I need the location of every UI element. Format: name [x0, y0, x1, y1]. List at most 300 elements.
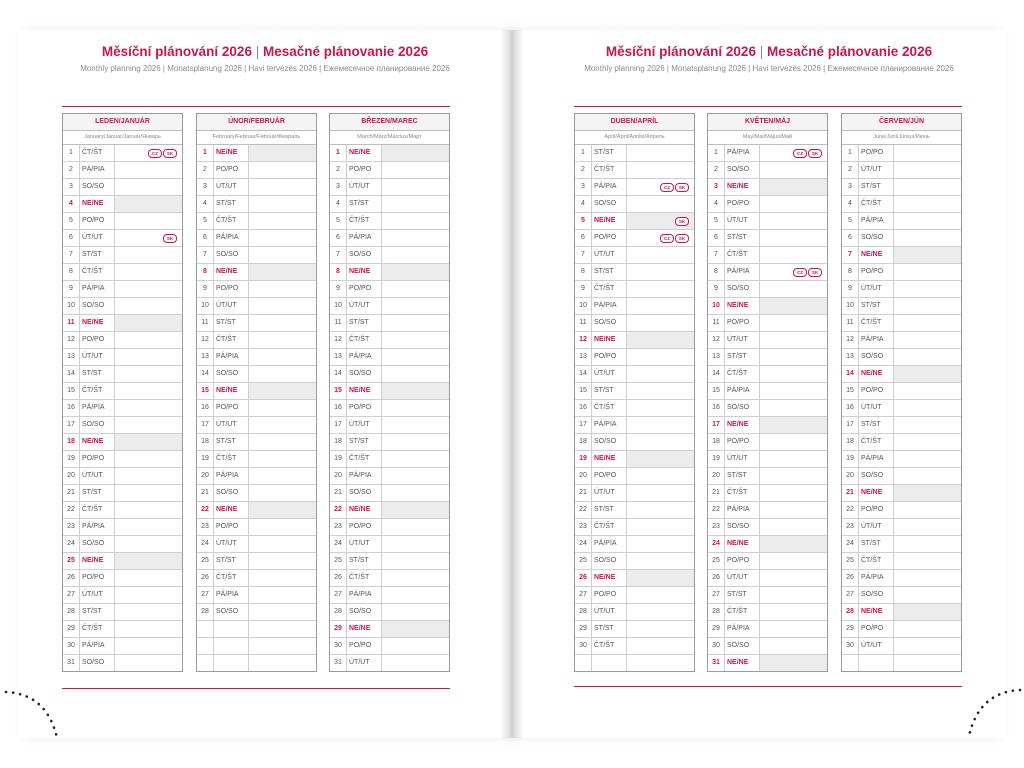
note-cell[interactable]	[248, 247, 316, 263]
note-cell[interactable]	[381, 451, 449, 467]
note-cell[interactable]	[626, 587, 694, 603]
day-number: 6	[330, 230, 347, 246]
note-cell[interactable]	[248, 502, 316, 518]
note-cell[interactable]	[626, 349, 694, 365]
month-name: BŘEZEN/MAREC	[330, 114, 449, 131]
month-table-march	[329, 113, 450, 672]
note-cell[interactable]	[114, 366, 182, 382]
note-cell[interactable]	[759, 315, 827, 331]
note-cell[interactable]	[759, 519, 827, 535]
note-cell[interactable]	[893, 332, 961, 348]
note-cell[interactable]	[248, 468, 316, 484]
note-cell[interactable]	[626, 519, 694, 535]
weekday-label: ČT/ŠT	[216, 455, 237, 462]
note-cell[interactable]	[626, 315, 694, 331]
note-cell[interactable]	[114, 536, 182, 552]
note-cell[interactable]	[759, 247, 827, 263]
note-cell[interactable]	[626, 196, 694, 212]
day-row-sunday	[330, 264, 449, 281]
weekday-label: PÁ/PIA	[82, 642, 105, 649]
note-cell[interactable]	[248, 145, 316, 161]
note-cell[interactable]	[626, 247, 694, 263]
note-cell[interactable]	[893, 417, 961, 433]
day-row	[197, 451, 316, 468]
day-row	[708, 519, 827, 536]
note-cell[interactable]	[381, 502, 449, 518]
day-row	[63, 349, 182, 366]
weekday-label: ÚT/UT	[216, 421, 237, 428]
note-cell[interactable]	[114, 621, 182, 637]
note-cell[interactable]	[893, 162, 961, 178]
note-cell[interactable]	[759, 434, 827, 450]
day-row-sunday	[330, 383, 449, 400]
note-cell[interactable]	[893, 502, 961, 518]
weekday-label: PÁ/PIA	[349, 353, 372, 360]
note-cell[interactable]	[759, 213, 827, 229]
note-cell[interactable]	[759, 281, 827, 297]
note-cell[interactable]	[626, 145, 694, 161]
note-cell[interactable]	[381, 281, 449, 297]
note-cell[interactable]	[248, 162, 316, 178]
note-cell[interactable]	[381, 655, 449, 671]
day-number: 21	[63, 485, 80, 501]
day-number: 6	[708, 230, 725, 246]
day-number: 26	[197, 570, 214, 586]
note-cell[interactable]	[626, 264, 694, 280]
note-cell[interactable]	[893, 366, 961, 382]
note-cell[interactable]	[626, 400, 694, 416]
weekday-label: SO/SO	[727, 404, 750, 411]
note-cell[interactable]	[759, 485, 827, 501]
note-cell[interactable]	[759, 502, 827, 518]
day-number: 4	[708, 196, 725, 212]
holiday-cz-badge: CZ	[793, 149, 807, 158]
day-number: 21	[330, 485, 347, 501]
weekday-label: SO/SO	[861, 353, 884, 360]
weekday-label: PO/PO	[349, 642, 372, 649]
day-number: 25	[197, 553, 214, 569]
note-cell[interactable]	[114, 281, 182, 297]
note-cell[interactable]	[759, 230, 827, 246]
note-cell[interactable]	[759, 468, 827, 484]
note-cell[interactable]	[381, 519, 449, 535]
day-row	[575, 400, 694, 417]
month-name: KVĚTEN/MÁJ	[708, 114, 827, 131]
day-row-sunday	[197, 145, 316, 162]
weekday-label: PÁ/PIA	[727, 268, 750, 275]
day-number: 10	[330, 298, 347, 314]
day-number: 8	[842, 264, 859, 280]
weekday-label: PÁ/PIA	[727, 506, 750, 513]
weekday-label: PO/PO	[594, 472, 617, 479]
note-cell[interactable]	[248, 655, 316, 671]
day-number: 13	[197, 349, 214, 365]
note-cell[interactable]	[893, 145, 961, 161]
weekday-label: ČT/ŠT	[861, 200, 882, 207]
note-cell[interactable]	[381, 400, 449, 416]
note-cell[interactable]	[248, 400, 316, 416]
note-cell[interactable]	[759, 621, 827, 637]
note-cell[interactable]	[893, 264, 961, 280]
note-cell[interactable]	[248, 366, 316, 382]
weekday-label: ÚT/UT	[349, 302, 370, 309]
weekday-label: ÚT/UT	[727, 217, 748, 224]
note-cell[interactable]	[114, 451, 182, 467]
note-cell[interactable]	[381, 383, 449, 399]
weekday-label: ČT/ŠT	[594, 642, 615, 649]
note-cell[interactable]	[626, 366, 694, 382]
note-cell[interactable]	[381, 230, 449, 246]
weekday-label: SO/SO	[82, 540, 105, 547]
day-number: 25	[63, 553, 80, 569]
note-cell[interactable]	[893, 230, 961, 246]
note-cell[interactable]	[248, 383, 316, 399]
note-cell[interactable]	[248, 332, 316, 348]
note-cell[interactable]	[626, 570, 694, 586]
note-cell[interactable]	[381, 604, 449, 620]
note-cell[interactable]	[759, 587, 827, 603]
note-cell[interactable]	[626, 536, 694, 552]
note-cell[interactable]	[626, 162, 694, 178]
day-row	[708, 400, 827, 417]
note-cell[interactable]	[381, 553, 449, 569]
day-row	[63, 570, 182, 587]
note-cell[interactable]	[114, 213, 182, 229]
note-cell[interactable]	[893, 247, 961, 263]
note-cell[interactable]	[759, 366, 827, 382]
day-number: 18	[842, 434, 859, 450]
note-cell[interactable]	[893, 400, 961, 416]
weekday-label: SO/SO	[82, 421, 105, 428]
note-cell[interactable]	[114, 553, 182, 569]
note-cell[interactable]	[893, 196, 961, 212]
note-cell[interactable]	[248, 349, 316, 365]
note-cell[interactable]	[893, 179, 961, 195]
day-number: 11	[708, 315, 725, 331]
note-cell[interactable]	[759, 383, 827, 399]
note-cell[interactable]	[248, 417, 316, 433]
day-row	[63, 366, 182, 383]
note-cell[interactable]	[381, 349, 449, 365]
note-cell[interactable]	[759, 179, 827, 195]
note-cell[interactable]	[114, 502, 182, 518]
weekday-label: SO/SO	[727, 642, 750, 649]
note-cell[interactable]	[893, 553, 961, 569]
day-row	[197, 536, 316, 553]
weekday-label: ST/ST	[594, 387, 614, 394]
day-row	[708, 332, 827, 349]
note-cell[interactable]	[893, 519, 961, 535]
note-cell[interactable]	[248, 196, 316, 212]
day-row	[842, 434, 961, 451]
month-translations: April/April/Április/Апрель	[575, 131, 694, 145]
note-cell[interactable]	[381, 638, 449, 654]
weekday-label: ÚT/UT	[349, 659, 370, 666]
note-cell[interactable]	[759, 332, 827, 348]
note-cell[interactable]	[626, 468, 694, 484]
day-number: 8	[197, 264, 214, 280]
note-cell[interactable]	[626, 434, 694, 450]
note-cell[interactable]	[381, 621, 449, 637]
weekday-label: SO/SO	[861, 591, 884, 598]
note-cell[interactable]	[893, 349, 961, 365]
day-row-sunday	[330, 145, 449, 162]
note-cell[interactable]	[893, 655, 961, 671]
note-cell[interactable]	[893, 604, 961, 620]
day-number: 7	[197, 247, 214, 263]
day-number: 31	[63, 655, 80, 671]
weekday-label: ÚT/UT	[349, 183, 370, 190]
weekday-label: PO/PO	[82, 455, 105, 462]
day-row	[63, 536, 182, 553]
note-cell[interactable]	[248, 638, 316, 654]
note-cell[interactable]	[759, 553, 827, 569]
note-cell[interactable]	[248, 315, 316, 331]
note-cell[interactable]	[626, 485, 694, 501]
note-cell[interactable]	[381, 332, 449, 348]
note-cell[interactable]	[626, 383, 694, 399]
note-cell[interactable]	[114, 264, 182, 280]
note-cell[interactable]	[893, 638, 961, 654]
weekday-label: PO/PO	[216, 285, 239, 292]
note-cell[interactable]	[381, 468, 449, 484]
note-cell[interactable]	[381, 298, 449, 314]
note-cell[interactable]	[759, 655, 827, 671]
note-cell[interactable]	[893, 383, 961, 399]
day-number: 12	[708, 332, 725, 348]
note-cell[interactable]	[381, 366, 449, 382]
note-cell[interactable]	[381, 196, 449, 212]
day-row	[842, 587, 961, 604]
day-number: 17	[708, 417, 725, 433]
day-row	[575, 196, 694, 213]
note-cell[interactable]	[893, 213, 961, 229]
note-cell[interactable]	[893, 621, 961, 637]
note-cell[interactable]	[893, 281, 961, 297]
note-cell[interactable]	[114, 638, 182, 654]
note-cell[interactable]	[114, 400, 182, 416]
day-row	[330, 638, 449, 655]
note-cell[interactable]	[381, 417, 449, 433]
note-cell[interactable]	[893, 434, 961, 450]
weekday-label: ST/ST	[727, 591, 747, 598]
day-number: 23	[575, 519, 592, 535]
note-cell[interactable]	[248, 553, 316, 569]
note-cell[interactable]	[759, 451, 827, 467]
note-cell[interactable]	[759, 638, 827, 654]
day-number: 7	[63, 247, 80, 263]
note-cell[interactable]	[248, 587, 316, 603]
note-cell[interactable]	[626, 638, 694, 654]
day-row	[708, 638, 827, 655]
note-cell[interactable]	[114, 332, 182, 348]
weekday-label: NE/NE	[82, 319, 104, 326]
note-cell[interactable]	[114, 604, 182, 620]
note-cell[interactable]	[114, 468, 182, 484]
note-cell[interactable]	[114, 655, 182, 671]
weekday-label: PO/PO	[861, 387, 884, 394]
day-row	[63, 179, 182, 196]
note-cell[interactable]	[626, 298, 694, 314]
weekday-label: SO/SO	[594, 200, 617, 207]
note-cell[interactable]	[381, 315, 449, 331]
note-cell[interactable]	[248, 298, 316, 314]
day-number: 30	[708, 638, 725, 654]
day-row	[842, 264, 961, 281]
day-row	[708, 145, 827, 162]
day-row	[330, 298, 449, 315]
note-cell[interactable]	[893, 587, 961, 603]
note-cell[interactable]	[114, 519, 182, 535]
note-cell[interactable]	[114, 196, 182, 212]
note-cell[interactable]	[759, 604, 827, 620]
note-cell[interactable]	[759, 536, 827, 552]
day-number: 25	[708, 553, 725, 569]
note-cell[interactable]	[248, 621, 316, 637]
note-cell[interactable]	[893, 570, 961, 586]
note-cell[interactable]	[626, 417, 694, 433]
day-number: 14	[63, 366, 80, 382]
note-cell[interactable]	[248, 451, 316, 467]
weekday-label: SO/SO	[861, 234, 884, 241]
note-cell[interactable]	[114, 434, 182, 450]
note-cell[interactable]	[381, 264, 449, 280]
note-cell[interactable]	[893, 315, 961, 331]
day-row	[708, 485, 827, 502]
day-row-sunday	[197, 502, 316, 519]
note-cell[interactable]	[114, 298, 182, 314]
note-cell[interactable]	[626, 502, 694, 518]
weekday-label: PO/PO	[349, 404, 372, 411]
weekday-label: PÁ/PIA	[349, 591, 372, 598]
note-cell[interactable]	[626, 621, 694, 637]
weekday-label: ST/ST	[216, 200, 236, 207]
note-cell[interactable]	[893, 451, 961, 467]
day-row	[708, 587, 827, 604]
note-cell[interactable]	[381, 536, 449, 552]
note-cell[interactable]	[759, 162, 827, 178]
note-cell[interactable]	[893, 536, 961, 552]
note-cell[interactable]	[381, 247, 449, 263]
day-number: 19	[330, 451, 347, 467]
note-cell[interactable]	[759, 417, 827, 433]
day-number: 17	[330, 417, 347, 433]
day-number: 6	[842, 230, 859, 246]
note-cell[interactable]	[248, 264, 316, 280]
note-cell[interactable]	[759, 349, 827, 365]
note-cell[interactable]	[114, 587, 182, 603]
note-cell[interactable]	[759, 400, 827, 416]
day-row-sunday	[842, 604, 961, 621]
note-cell[interactable]	[114, 247, 182, 263]
month-translations: January/Januar/Január/Январь	[63, 131, 182, 145]
note-cell[interactable]	[114, 179, 182, 195]
note-cell[interactable]	[626, 655, 694, 671]
weekday-label: ST/ST	[861, 540, 881, 547]
day-row-sunday	[708, 536, 827, 553]
note-cell[interactable]	[248, 604, 316, 620]
day-number: 19	[708, 451, 725, 467]
note-cell[interactable]	[248, 485, 316, 501]
weekday-label: ČT/ŠT	[727, 489, 748, 496]
note-cell[interactable]	[248, 281, 316, 297]
note-cell[interactable]	[759, 570, 827, 586]
note-cell[interactable]	[893, 298, 961, 314]
note-cell[interactable]	[626, 451, 694, 467]
weekday-label: ÚT/UT	[594, 608, 615, 615]
note-cell[interactable]	[114, 349, 182, 365]
day-number: 9	[842, 281, 859, 297]
day-row	[330, 655, 449, 671]
note-cell[interactable]	[114, 162, 182, 178]
note-cell[interactable]	[381, 587, 449, 603]
note-cell[interactable]	[381, 434, 449, 450]
day-row	[330, 162, 449, 179]
note-cell[interactable]	[759, 196, 827, 212]
day-number: 9	[330, 281, 347, 297]
note-cell[interactable]	[626, 281, 694, 297]
day-number: 7	[575, 247, 592, 263]
note-cell[interactable]	[114, 570, 182, 586]
day-row	[197, 638, 316, 655]
day-row	[708, 213, 827, 230]
day-number: 16	[63, 400, 80, 416]
note-cell[interactable]	[626, 332, 694, 348]
day-number: 10	[197, 298, 214, 314]
note-cell[interactable]	[626, 553, 694, 569]
note-cell[interactable]	[381, 179, 449, 195]
note-cell[interactable]	[381, 485, 449, 501]
note-cell[interactable]	[248, 570, 316, 586]
note-cell[interactable]	[114, 417, 182, 433]
day-number: 2	[708, 162, 725, 178]
note-cell[interactable]	[248, 230, 316, 246]
day-number: 15	[63, 383, 80, 399]
day-row	[197, 570, 316, 587]
note-cell[interactable]	[759, 298, 827, 314]
day-number: 15	[575, 383, 592, 399]
note-cell[interactable]	[381, 145, 449, 161]
day-number: 2	[63, 162, 80, 178]
day-number	[197, 638, 214, 654]
weekday-label: ÚT/UT	[82, 353, 103, 360]
day-number: 16	[842, 400, 859, 416]
note-cell[interactable]	[114, 315, 182, 331]
note-cell[interactable]	[381, 213, 449, 229]
day-row	[197, 332, 316, 349]
note-cell[interactable]	[248, 519, 316, 535]
note-cell[interactable]	[114, 383, 182, 399]
note-cell[interactable]	[114, 485, 182, 501]
day-row	[197, 213, 316, 230]
title-slovak: Mesačné plánovanie 2026	[767, 44, 933, 59]
note-cell[interactable]	[248, 179, 316, 195]
day-number: 8	[63, 264, 80, 280]
day-number: 10	[63, 298, 80, 314]
note-cell[interactable]	[893, 468, 961, 484]
note-cell[interactable]	[626, 604, 694, 620]
day-row	[330, 366, 449, 383]
weekday-label: PÁ/PIA	[727, 387, 750, 394]
note-cell[interactable]	[381, 570, 449, 586]
note-cell[interactable]	[248, 213, 316, 229]
note-cell[interactable]	[381, 162, 449, 178]
day-number: 29	[330, 621, 347, 637]
note-cell[interactable]	[893, 485, 961, 501]
note-cell[interactable]	[248, 536, 316, 552]
note-cell[interactable]	[248, 434, 316, 450]
day-row	[575, 604, 694, 621]
